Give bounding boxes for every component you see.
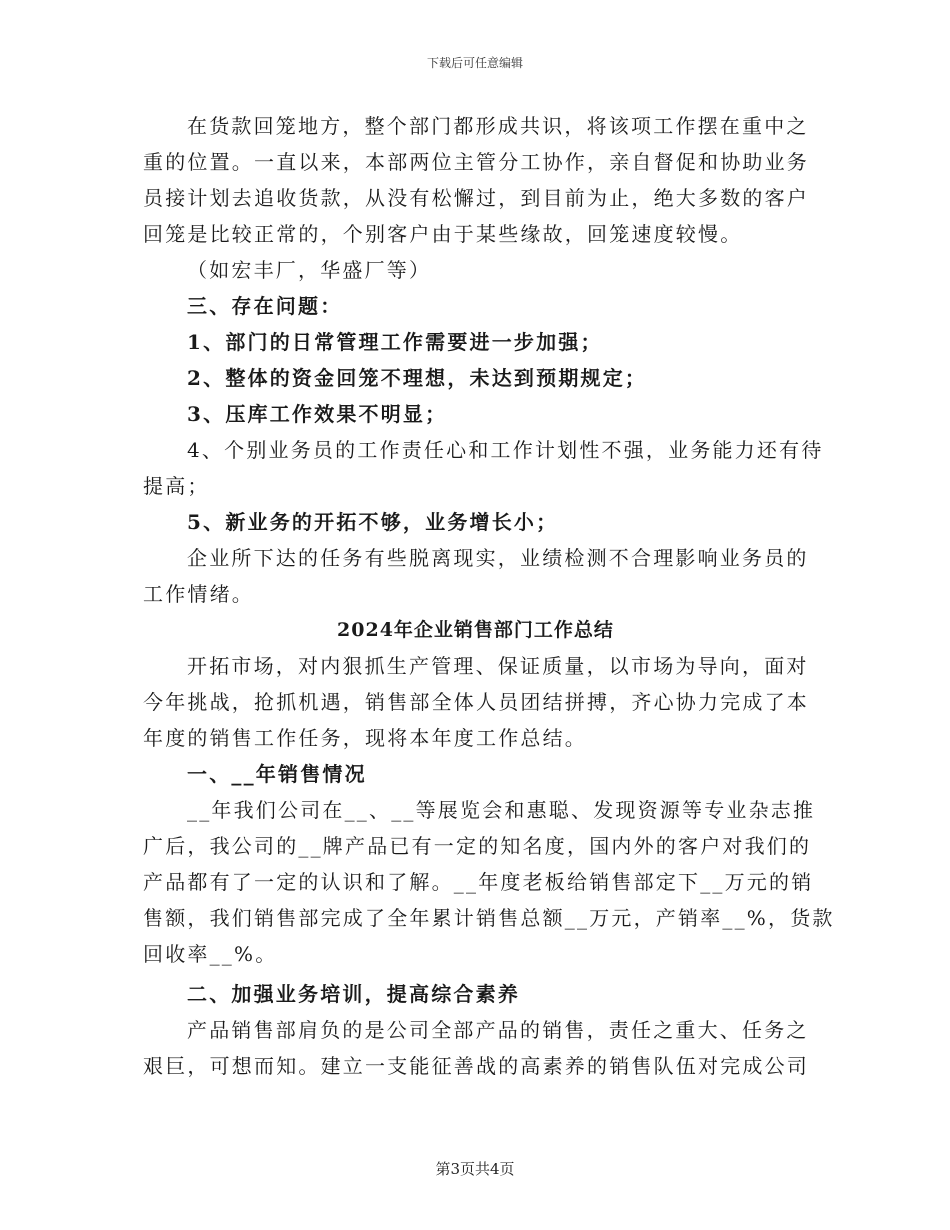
paragraph-line: 售额，我们销售部完成了全年累计销售总额__万元，产销率__%，货款: [143, 906, 835, 930]
paragraph-line: 产品都有了一定的认识和了解。__年度老板给销售部定下__万元的销: [143, 870, 814, 894]
page-footer: 第3页共4页: [435, 1160, 515, 1178]
section-heading: 三、存在问题：: [187, 294, 343, 318]
paragraph-line: 艰巨，可想而知。建立一支能征善战的高素养的销售队伍对完成公司: [143, 1054, 809, 1078]
list-item-continuation: 提高；: [143, 474, 210, 498]
paragraph-line: 产品销售部肩负的是公司全部产品的销售，责任之重大、任务之: [187, 1018, 809, 1042]
section-heading: 二、加强业务培训，提高综合素养: [187, 982, 520, 1006]
paragraph-line: 回笼是比较正常的，个别客户由于某些缘故，回笼速度较慢。: [143, 222, 743, 246]
document-title: 2024年企业销售部门工作总结: [337, 619, 614, 641]
paragraph-line: 员接计划去追收货款，从没有松懈过，到目前为止，绝大多数的客户: [143, 186, 809, 210]
document-body: [143, 108, 835, 1084]
paragraph-line: 企业所下达的任务有些脱离现实，业绩检测不合理影响业务员的: [187, 546, 809, 570]
page-header: 下载后可任意编辑: [426, 56, 523, 70]
paragraph-line: 年度的销售工作任务，现将本年度工作总结。: [143, 726, 587, 750]
paragraph-line: 今年挑战，抢抓机遇，销售部全体人员团结拼搏，齐心协力完成了本: [143, 690, 809, 714]
list-item: 4、个别业务员的工作责任心和工作计划性不强，业务能力还有待: [187, 438, 824, 462]
list-item: 5、新业务的开拓不够，业务增长小；: [187, 510, 559, 534]
paragraph-line: （如宏丰厂，华盛厂等）: [187, 258, 432, 282]
paragraph-line: 工作情绪。: [143, 582, 254, 606]
paragraph-line: __年我们公司在__、__等展览会和惠聪、发现资源等专业杂志推: [187, 798, 816, 822]
paragraph-line: 广后，我公司的__牌产品已有一定的知名度，国内外的客户对我们的: [143, 834, 812, 858]
list-item: 3、压库工作效果不明显；: [187, 402, 448, 426]
list-item: 1、部门的日常管理工作需要进一步加强；: [187, 330, 603, 354]
paragraph-line: 在货款回笼地方，整个部门都形成共识，将该项工作摆在重中之: [187, 114, 809, 138]
paragraph-line: 开拓市场，对内狠抓生产管理、保证质量，以市场为导向，面对: [187, 654, 809, 678]
section-heading: 一、__年销售情况: [187, 762, 367, 786]
paragraph-line: 重的位置。一直以来，本部两位主管分工协作，亲自督促和协助业务: [143, 150, 809, 174]
paragraph-line: 回收率__%。: [143, 942, 278, 966]
list-item: 2、整体的资金回笼不理想，未达到预期规定；: [187, 366, 648, 390]
